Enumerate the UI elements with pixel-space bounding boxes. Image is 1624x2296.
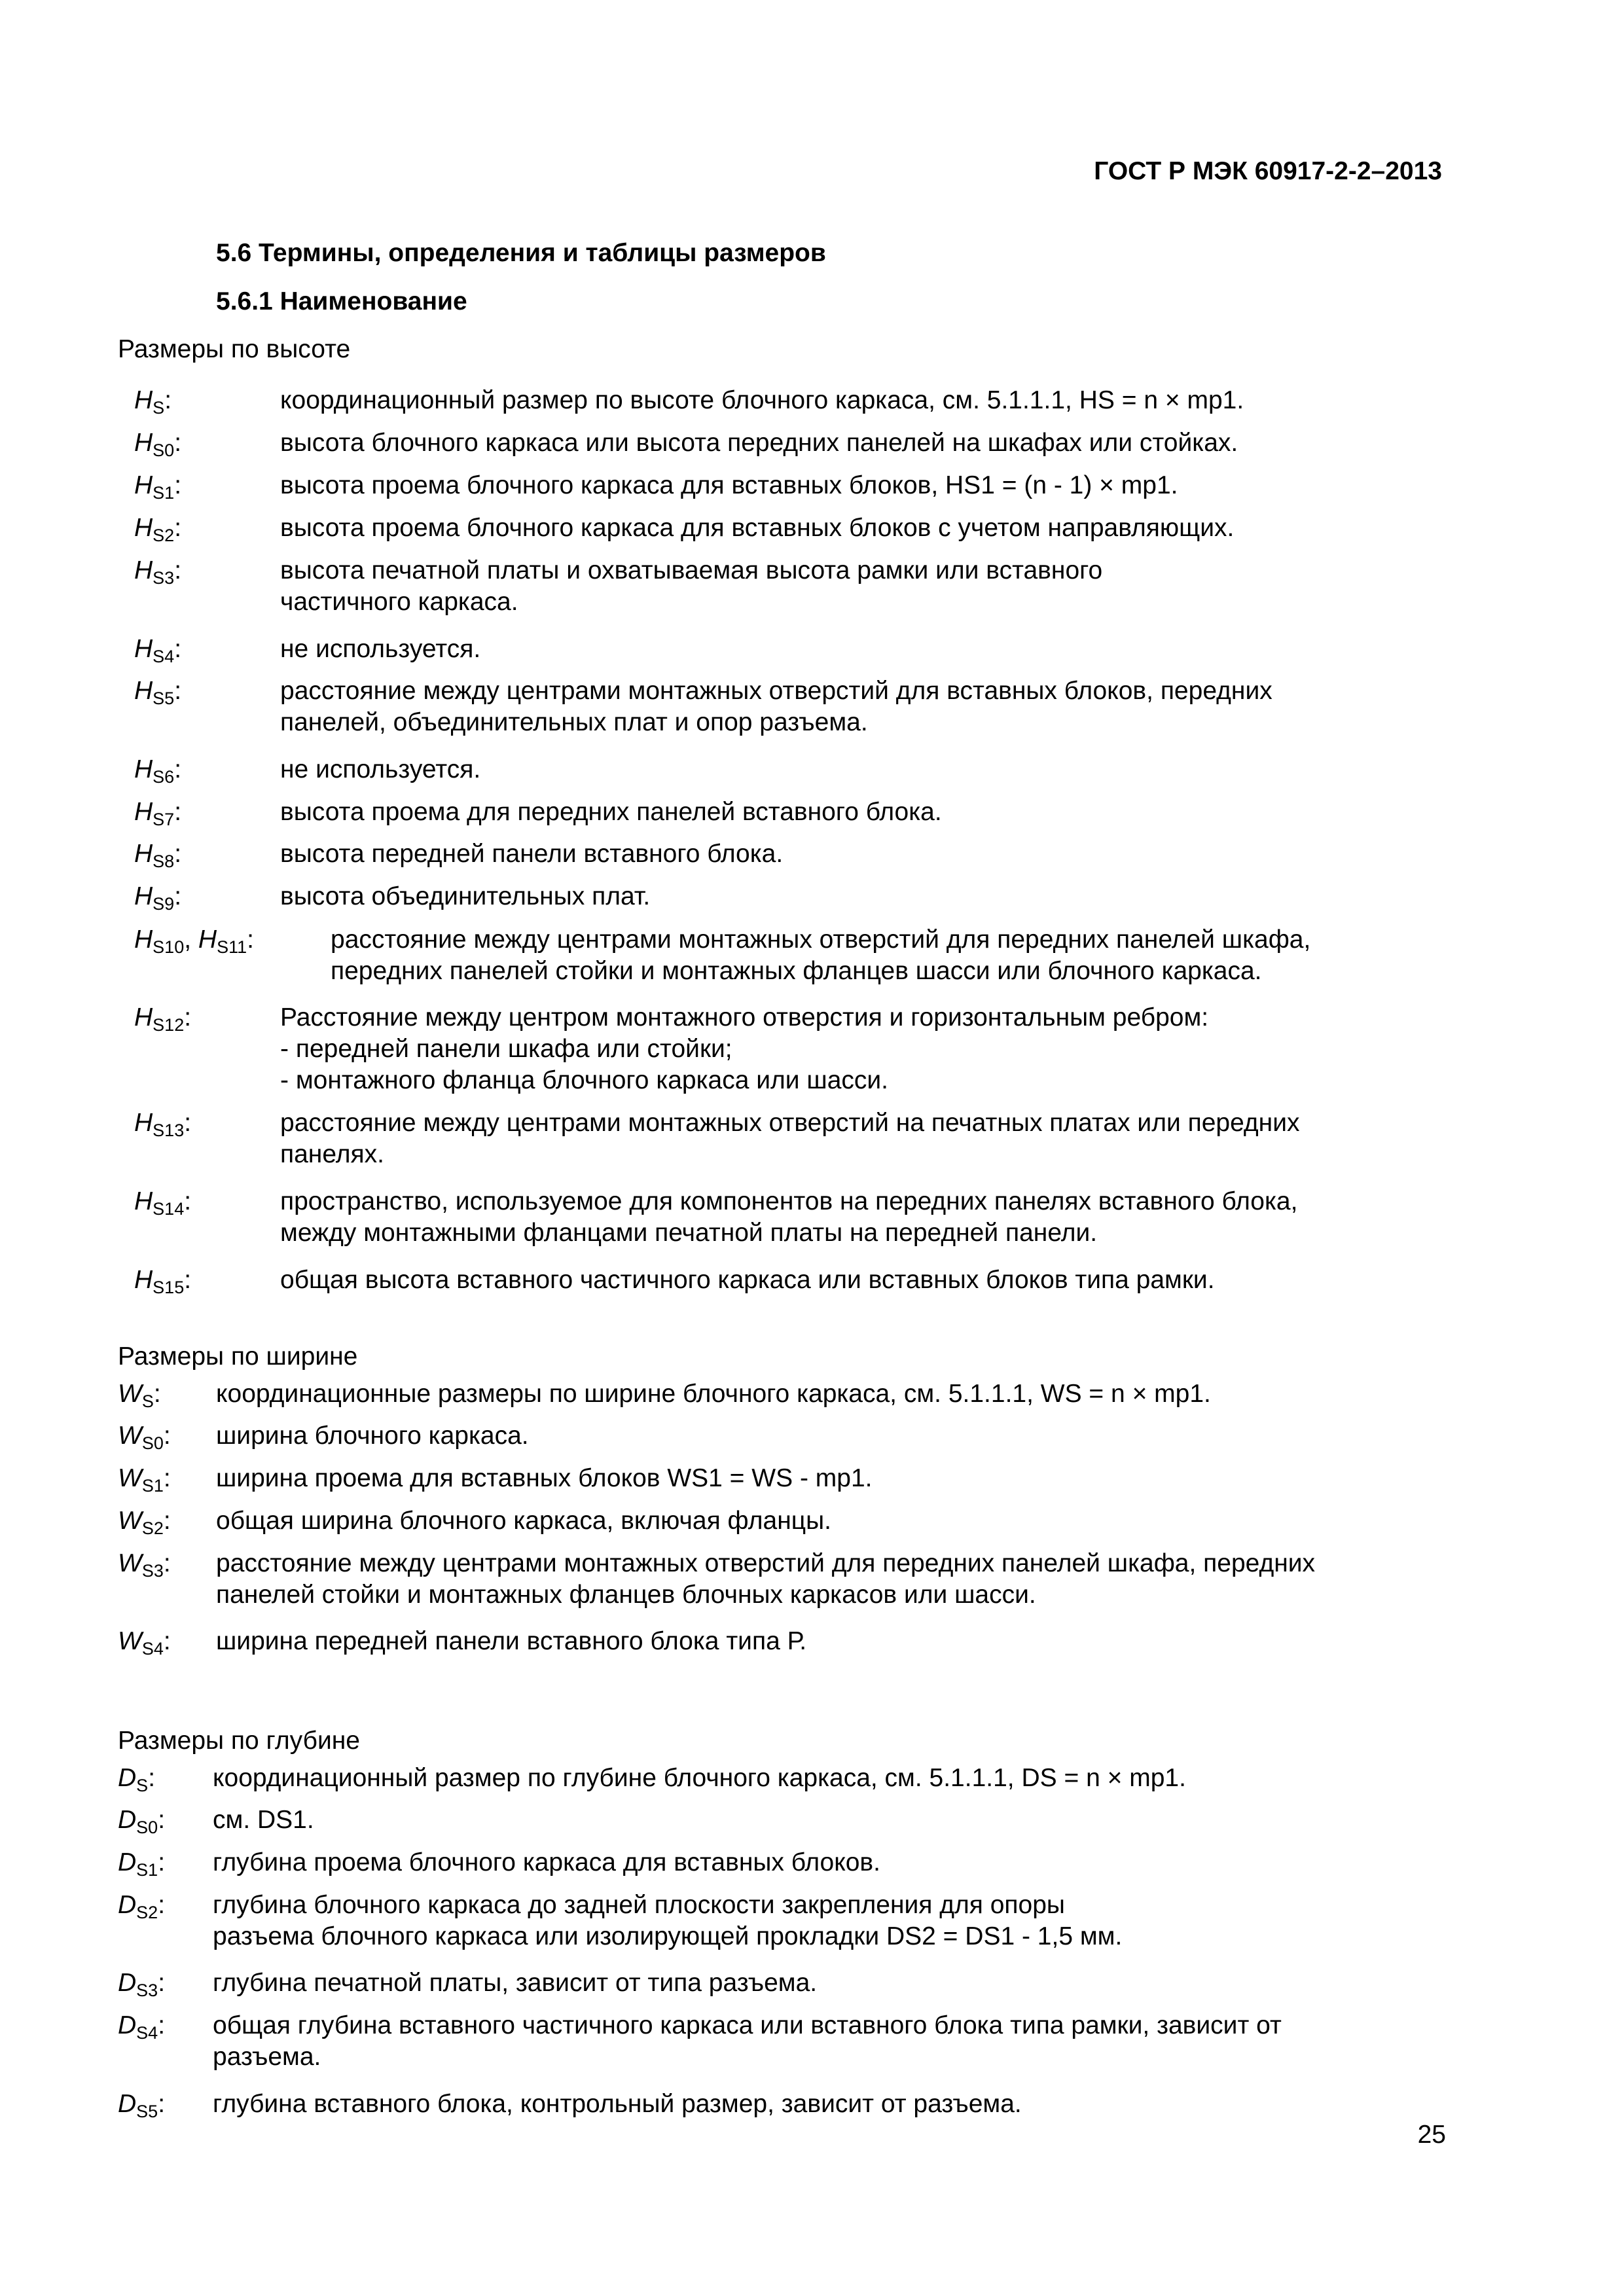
definition-symbol [118,1967,165,1999]
definition-text [216,1505,1428,1537]
definition-text [216,1378,1428,1410]
definition-line: расстояние между центрами монтажных отверстий для вставных блоков, передних [280,677,1272,705]
symbol-colon: : [174,471,182,499]
symbol-colon: : [163,1507,171,1535]
definition-line: общая высота вставного частичного каркаса или вставных блоков типа рамки. [280,1266,1215,1294]
symbol-letter: W [118,1549,142,1577]
definition-text [280,754,1428,785]
symbol-letter: D [118,1969,137,1997]
symbol-letter: H [134,755,153,783]
definition-symbol [118,1548,171,1579]
symbol-colon: : [163,1422,171,1450]
symbol-colon: : [174,514,182,542]
symbol-subscript: S5 [136,2102,158,2121]
definition-symbol [118,1505,171,1537]
definition-symbol [134,555,181,586]
definition-line: высота блочного каркаса или высота передних панелей на шкафах или стойках. [280,429,1238,457]
symbol-subscript: S4 [141,1639,164,1659]
definition-line: расстояние между центрами монтажных отверстий на печатных платах или передних [280,1109,1300,1137]
definition-line: ширина проема для вставных блоков WS1 = WS - mp1. [216,1464,873,1492]
definition-line: общая глубина вставного частичного каркаса или вставного блока типа рамки, зависит от [213,2011,1282,2039]
definition-line: между монтажными фланцами печатной платы на передней панели. [280,1219,1098,1247]
definition-text [280,881,1428,912]
symbol-subscript: S9 [153,894,175,914]
symbol-colon: : [158,1969,166,1997]
symbol-letter: H [134,514,153,542]
definition-line: глубина печатной платы, зависит от типа разъема. [213,1969,818,1997]
symbol-letter: H [134,635,153,663]
definition-text [280,427,1428,459]
symbol-letter: D [118,1891,137,1919]
symbol-subscript: S3 [153,568,175,588]
symbol-subscript: S13 [153,1121,185,1140]
definition-text [216,1420,1428,1452]
symbol-letter: D [118,2011,137,2039]
symbol-colon: : [247,925,254,954]
symbol-colon: : [184,1109,192,1137]
definition-line: см. DS1. [213,1806,314,1834]
symbol-letter: W [118,1380,142,1408]
symbol-subscript: S4 [153,647,175,666]
definition-symbol [134,838,181,870]
symbol-letter: H [198,925,217,954]
depth-section-title: Размеры по глубине [118,1727,360,1755]
subsection-heading: 5.6.1 Наименование [216,287,467,315]
definition-line: расстояние между центрами монтажных отверстий для передних панелей шкафа, [331,925,1311,954]
symbol-letter: W [118,1627,142,1655]
symbol-separator-comma: , [184,925,198,954]
definition-line: высота проема блочного каркаса для вставных блоков с учетом направляющих. [280,514,1235,542]
definition-line: координационный размер по глубине блочного каркаса, см. 5.1.1.1, DS = n × mp1. [213,1764,1186,1792]
symbol-colon: : [164,386,172,414]
definition-line: глубина вставного блока, контрольный размер, зависит от разъема. [213,2090,1022,2118]
symbol-letter: W [118,1507,142,1535]
symbol-letter: H [134,556,153,584]
height-section-title: Размеры по высоте [118,335,351,363]
symbol-letter: H [134,429,153,457]
definition-symbol [134,881,181,912]
section-heading: 5.6 Термины, определения и таблицы размеров [216,239,826,267]
symbol-subscript: S11 [217,937,247,957]
symbol-subscript: S3 [141,1561,164,1581]
definition-text [280,838,1428,870]
definition-text [216,1626,1428,1657]
definition-text [280,1265,1428,1296]
symbol-letter: H [134,1187,153,1215]
symbol-subscript: S8 [153,852,175,871]
symbol-colon: : [174,882,182,910]
symbol-letter: H [134,1003,153,1031]
symbol-letter: H [134,471,153,499]
definition-line: высота проема блочного каркаса для вставных блоков, HS1 = (n - 1) × mp1. [280,471,1178,499]
definition-text [280,797,1428,828]
symbol-subscript: S1 [153,483,175,503]
definition-text [331,924,1428,987]
definition-symbol [118,1804,165,1836]
symbol-letter: D [118,2090,137,2118]
symbol-colon: : [158,1848,166,1876]
symbol-colon: : [153,1380,161,1408]
symbol-letter: W [118,1422,142,1450]
symbol-letter: H [134,677,153,705]
definition-symbol [118,1890,165,1921]
definition-text [280,1002,1428,1096]
definition-symbol [118,1626,171,1657]
symbol-colon: : [174,840,182,868]
symbol-letter: H [134,925,153,954]
symbol-subscript: S2 [141,1518,164,1538]
definition-line: высота проема для передних панелей вставного блока. [280,798,942,826]
definition-symbol [134,470,181,501]
definition-line: глубина блочного каркаса до задней плоскости закрепления для опоры [213,1891,1065,1919]
definition-line: - передней панели шкафа или стойки; [280,1035,732,1063]
symbol-subscript: S10 [153,937,185,957]
symbol-subscript: S0 [153,440,175,460]
definition-text [280,555,1428,618]
symbol-subscript: S4 [136,2023,158,2043]
symbol-colon: : [158,1891,166,1919]
definition-line-part: S = n × mp1. [1097,386,1244,414]
definition-line: пространство, используемое для компонентов на передних панелях вставного блока, [280,1187,1298,1215]
definition-symbol [134,797,181,828]
definition-line-part: координационный размер по высоте блочного каркаса, см. 5.1.1.1, H [280,386,1098,414]
definition-line: не используется. [280,755,481,783]
symbol-letter: H [134,1266,153,1294]
definition-symbol [118,2089,165,2120]
symbol-colon: : [174,798,182,826]
definition-symbol [118,1463,171,1494]
symbol-subscript: S7 [153,810,175,829]
definition-symbol [134,634,181,665]
definition-text [280,512,1428,544]
symbol-colon: : [174,429,182,457]
symbol-colon: : [163,1464,171,1492]
definition-line: Расстояние между центром монтажного отверстия и горизонтальным ребром: [280,1003,1209,1031]
symbol-colon: : [174,635,182,663]
symbol-letter: D [118,1848,137,1876]
document-code-header: ГОСТ Р МЭК 60917-2-2–2013 [1094,157,1442,185]
symbol-colon: : [184,1187,192,1215]
symbol-letter: H [134,798,153,826]
definition-line: координационные размеры по ширине блочного каркаса, см. 5.1.1.1, WS = n × mp1. [216,1380,1211,1408]
definition-text [216,1463,1428,1494]
symbol-subscript: S1 [136,1860,158,1880]
definition-line: общая ширина блочного каркаса, включая фланцы. [216,1507,831,1535]
symbol-colon: : [184,1003,192,1031]
symbol-colon: : [158,1806,166,1834]
symbol-letter: H [134,386,153,414]
definition-symbol [134,1186,191,1217]
definition-line: не используется. [280,635,481,663]
definition-symbol [118,1378,161,1410]
definition-text [280,634,1428,665]
symbol-subscript: S14 [153,1199,185,1219]
definition-text [216,1548,1428,1611]
symbol-subscript: S1 [141,1476,164,1496]
definition-symbol [118,1420,171,1452]
symbol-colon: : [163,1627,171,1655]
definition-symbol [118,2010,165,2041]
definition-text [213,1804,1428,1836]
definition-text [280,385,1428,416]
definition-line: высота печатной платы и охватываемая высота рамки или вставного [280,556,1103,584]
symbol-colon: : [163,1549,171,1577]
definition-text [280,1107,1428,1170]
definition-symbol [134,924,254,956]
definition-symbol [118,1847,165,1878]
definition-line: ширина передней панели вставного блока типа Р. [216,1627,807,1655]
definition-symbol [134,385,171,416]
definition-line: высота передней панели вставного блока. [280,840,784,868]
symbol-subscript: S6 [153,767,175,787]
definition-line: ширина блочного каркаса. [216,1422,529,1450]
definition-symbol [134,754,181,785]
definition-line: панелей стойки и монтажных фланцев блочных каркасов или шасси. [216,1581,1036,1609]
definition-symbol [134,675,181,707]
definition-line: разъема блочного каркаса или изолирующей прокладки DS2 = DS1 - 1,5 мм. [213,1922,1123,1950]
definition-symbol [134,512,181,544]
definition-text [280,675,1428,738]
definition-symbol [134,1265,191,1296]
symbol-subscript: S12 [153,1015,185,1035]
definition-line: частичного каркаса. [280,588,518,616]
definition-line: глубина проема блочного каркаса для вставных блоков. [213,1848,880,1876]
definition-symbol [134,1107,191,1139]
definition-line: передних панелей стойки и монтажных фланцев шасси или блочного каркаса. [331,957,1262,985]
symbol-subscript: S0 [141,1433,164,1453]
definition-text [280,1186,1428,1249]
definition-text [213,1847,1428,1878]
symbol-subscript: S [141,1391,154,1411]
symbol-subscript: S2 [153,526,175,545]
definition-line: панелях. [280,1140,384,1168]
symbol-subscript: S5 [153,689,175,708]
definition-line: разъема. [213,2043,321,2071]
definition-line: - монтажного фланца блочного каркаса или шасси. [280,1066,889,1094]
symbol-colon: : [148,1764,156,1792]
symbol-letter: H [134,840,153,868]
symbol-letter: W [118,1464,142,1492]
definition-symbol [118,1763,155,1794]
symbol-subscript: S15 [153,1278,185,1297]
symbol-colon: : [158,2090,166,2118]
symbol-colon: : [158,2011,166,2039]
symbol-colon: : [174,755,182,783]
symbol-letter: D [118,1806,137,1834]
symbol-subscript: S [136,1776,149,1795]
definition-text [213,2089,1428,2120]
symbol-subscript: S3 [136,1981,158,2000]
symbol-letter: H [134,882,153,910]
symbol-letter: H [134,1109,153,1137]
symbol-letter: D [118,1764,137,1792]
symbol-subscript: S0 [136,1818,158,1837]
symbol-colon: : [174,556,182,584]
definition-line: расстояние между центрами монтажных отверстий для передних панелей шкафа, передних [216,1549,1316,1577]
symbol-subscript: S2 [136,1903,158,1922]
definition-text [213,1890,1428,1952]
definition-text [213,1967,1428,1999]
page-number: 25 [1417,2121,1446,2149]
symbol-subscript: S [153,398,165,418]
definition-line: высота объединительных плат. [280,882,651,910]
symbol-colon: : [174,677,182,705]
definition-text [213,1763,1428,1794]
definition-symbol [134,1002,191,1033]
definition-symbol [134,427,181,459]
definition-text [213,2010,1428,2073]
definition-text [280,470,1428,501]
width-section-title: Размеры по ширине [118,1342,358,1371]
symbol-colon: : [184,1266,192,1294]
definition-line: панелей, объединительных плат и опор разъема. [280,708,868,736]
